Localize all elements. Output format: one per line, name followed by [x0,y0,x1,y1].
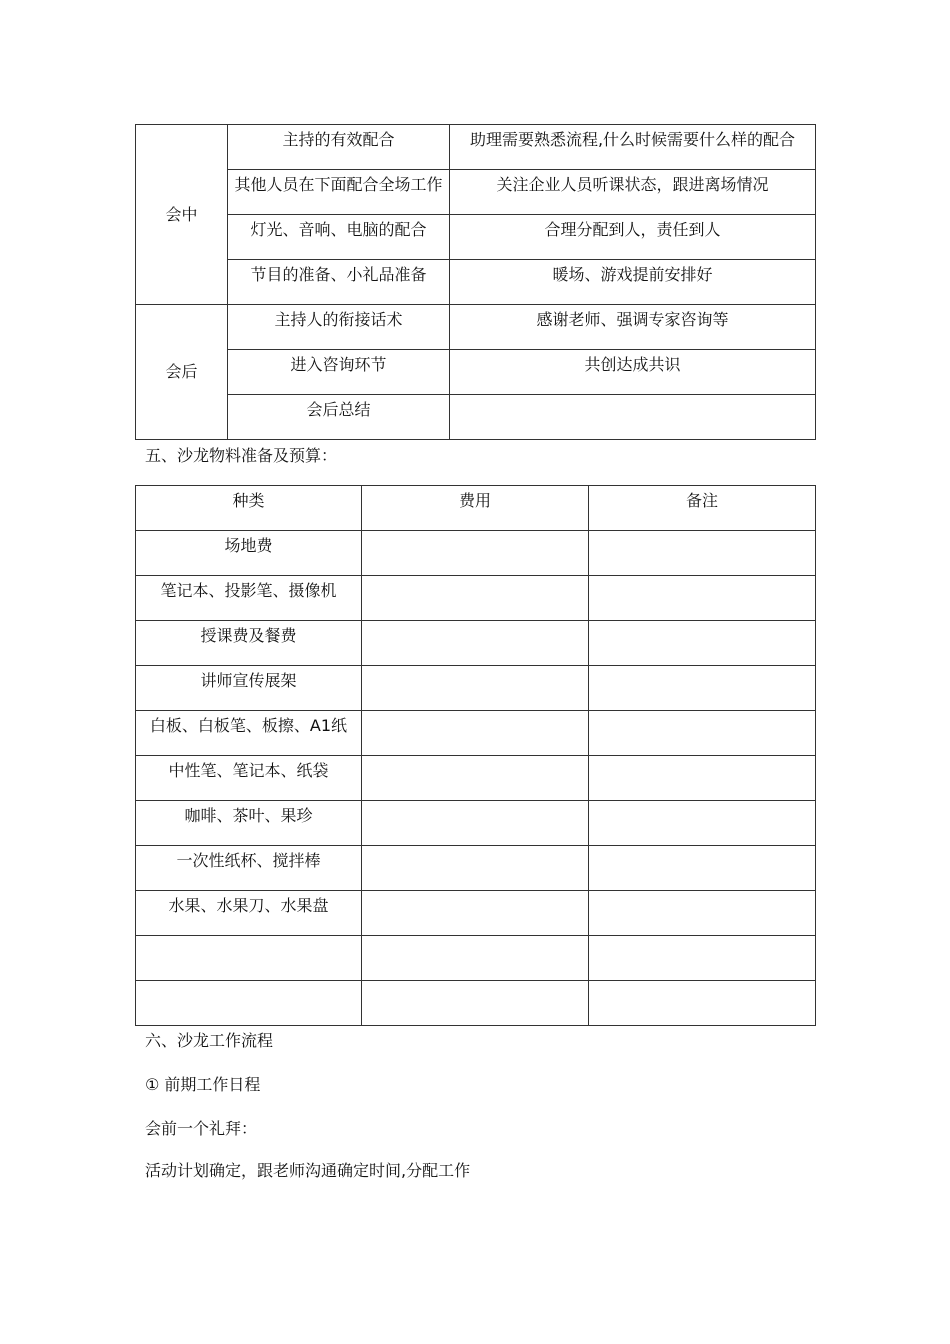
item-cell: 节目的准备、小礼品准备 [228,260,450,305]
header-cell: 种类 [136,486,362,531]
table-row [136,305,816,350]
item-cell: 主持的有效配合 [228,125,450,170]
remark-cell [589,891,816,936]
item-cell: 主持人的衔接话术 [228,305,450,350]
phase-cell: 会中 [136,125,228,305]
cost-cell [362,846,589,891]
cost-cell [362,621,589,666]
header-cell: 费用 [362,486,589,531]
cost-cell [362,711,589,756]
cost-cell [362,531,589,576]
step1-title: ① 前期工作日程 [145,1075,261,1094]
table-row [136,215,816,260]
cost-cell [362,801,589,846]
table-row [136,936,816,981]
table-row [136,621,816,666]
table-row [136,395,816,440]
cost-cell [362,576,589,621]
note-cell: 助理需要熟悉流程,什么时候需要什么样的配合 [450,125,816,170]
table-row [136,891,816,936]
category-cell: 笔记本、投影笔、摄像机 [136,576,362,621]
table-header-row [136,486,816,531]
category-cell: 一次性纸杯、搅拌棒 [136,846,362,891]
process-table [135,124,816,440]
item-cell: 灯光、音响、电脑的配合 [228,215,450,260]
cost-cell [362,981,589,1026]
cost-cell [362,936,589,981]
remark-cell [589,756,816,801]
category-cell [136,936,362,981]
remark-cell [589,936,816,981]
note-cell: 合理分配到人，责任到人 [450,215,816,260]
note-cell: 共创达成共识 [450,350,816,395]
note-cell: 暖场、游戏提前安排好 [450,260,816,305]
table-row [136,711,816,756]
category-cell: 咖啡、茶叶、果珍 [136,801,362,846]
table-row [136,350,816,395]
table-row [136,260,816,305]
remark-cell [589,666,816,711]
table-row [136,981,816,1026]
remark-cell [589,576,816,621]
budget-table [135,485,816,1026]
section5-title: 五、沙龙物料准备及预算： [145,446,338,465]
note-cell: 感谢老师、强调专家咨询等 [450,305,816,350]
category-cell: 授课费及餐费 [136,621,362,666]
table-row [136,801,816,846]
category-cell: 白板、白板笔、板擦、A1纸 [136,711,362,756]
table-row [136,756,816,801]
table-row [136,170,816,215]
category-cell: 中性笔、笔记本、纸袋 [136,756,362,801]
cost-cell [362,666,589,711]
remark-cell [589,531,816,576]
note-cell: 关注企业人员听课状态，跟进离场情况 [450,170,816,215]
cost-cell [362,891,589,936]
category-cell [136,981,362,1026]
table-row [136,576,816,621]
remark-cell [589,711,816,756]
category-cell: 讲师宣传展架 [136,666,362,711]
phase-cell: 会后 [136,305,228,440]
remark-cell [589,621,816,666]
week-before-text: 活动计划确定，跟老师沟通确定时间,分配工作 [145,1161,471,1180]
table-row [136,531,816,576]
table-row [136,666,816,711]
remark-cell [589,801,816,846]
remark-cell [589,981,816,1026]
category-cell: 水果、水果刀、水果盘 [136,891,362,936]
remark-cell [589,846,816,891]
item-cell: 会后总结 [228,395,450,440]
table-row [136,846,816,891]
item-cell: 其他人员在下面配合全场工作 [228,170,450,215]
item-cell: 进入咨询环节 [228,350,450,395]
note-cell [450,395,816,440]
week-before-label: 会前一个礼拜： [145,1119,258,1138]
cost-cell [362,756,589,801]
section6-title: 六、沙龙工作流程 [145,1031,274,1050]
header-cell: 备注 [589,486,816,531]
table-row [136,125,816,170]
category-cell: 场地费 [136,531,362,576]
